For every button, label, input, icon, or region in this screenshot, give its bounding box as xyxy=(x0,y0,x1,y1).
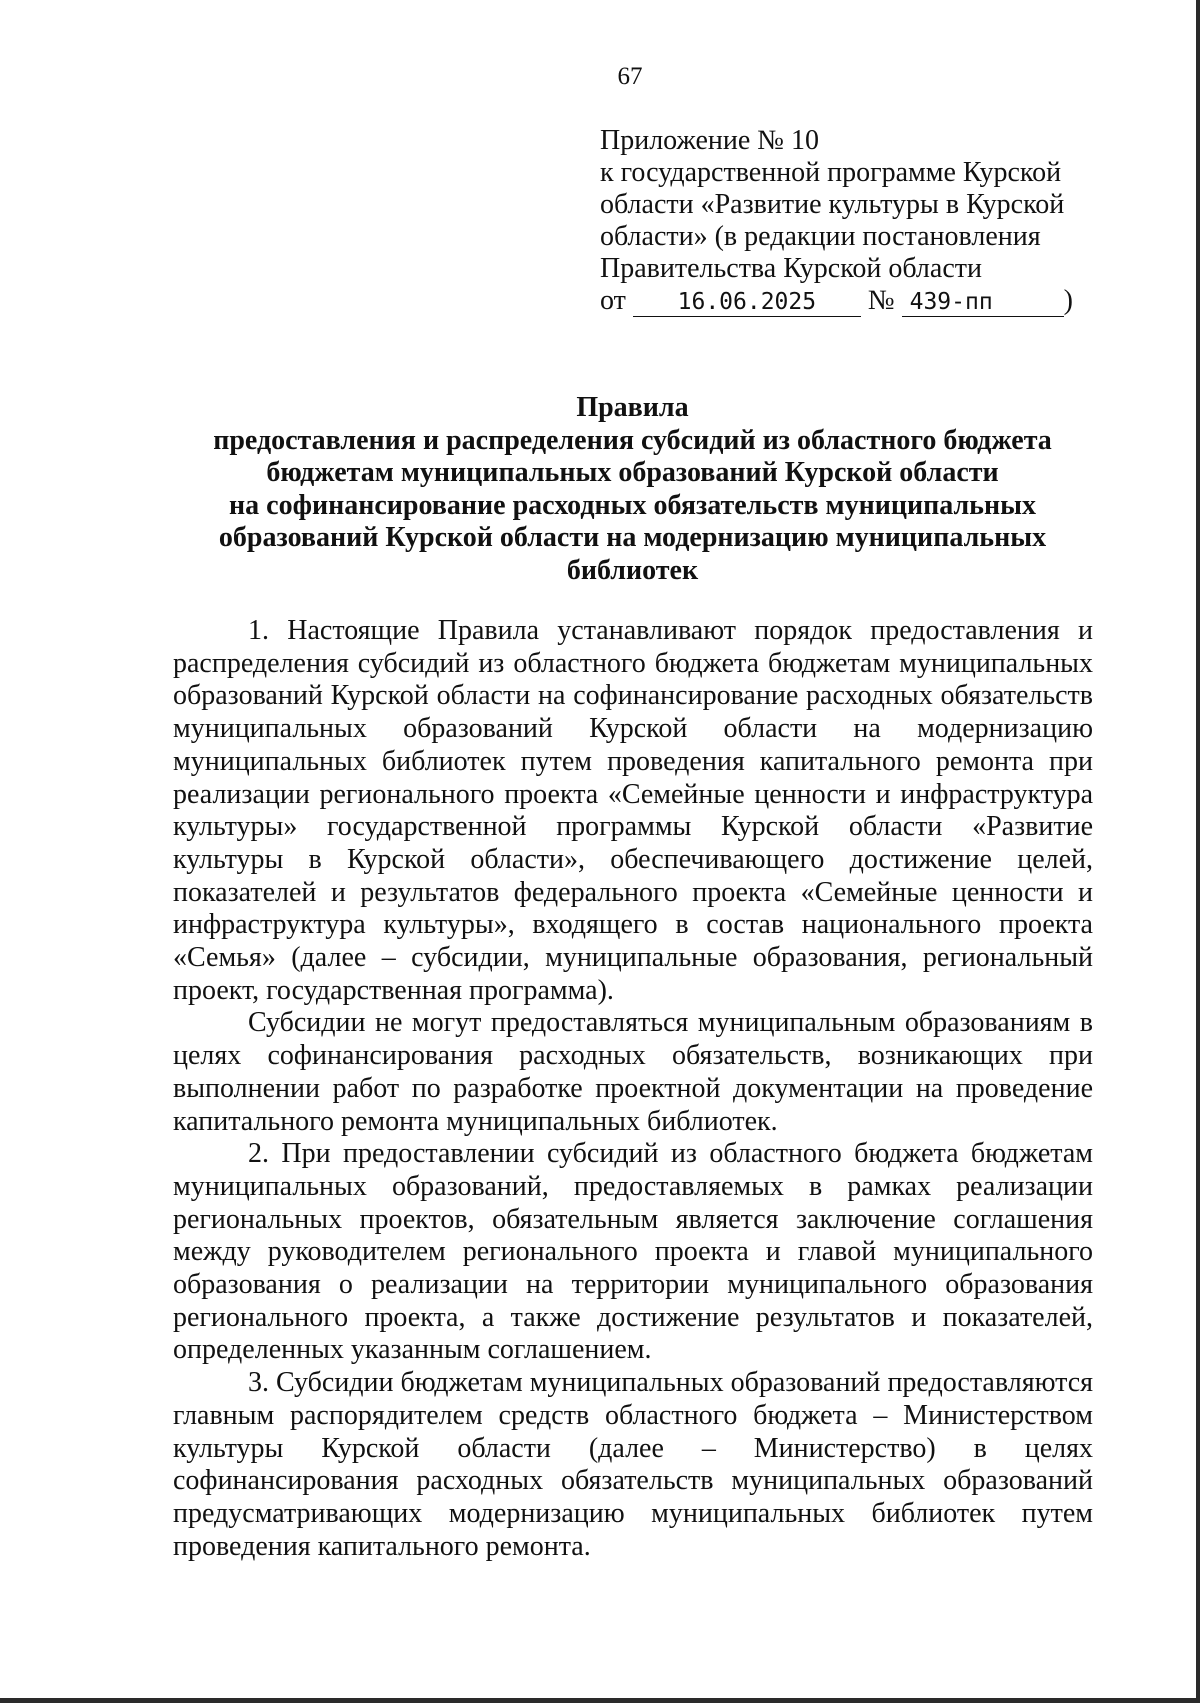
decree-date-line xyxy=(600,285,1100,317)
appendix-line: Правительства Курской области xyxy=(600,253,982,284)
document-body xyxy=(173,615,1093,1563)
appendix-line: области» (в редакции постановления xyxy=(600,221,1041,252)
scan-edge-right xyxy=(1196,0,1200,1703)
paragraph-3: 3. Субсидии бюджетам муниципальных образований предоставляются главным распорядителем средств областного бюджета – Министерством культуры Курской области (далее – Министерство) в целях софинансирования расходных обязательств муниципальных образований предусматривающих модернизацию муниципальных библиотек путем проведения капитального ремонта. xyxy=(173,1367,1093,1562)
document-title xyxy=(170,392,1095,587)
paragraph-2: 2. При предоставлении субсидий из областного бюджета бюджетам муниципальных образований, предоставляемых в рамках реализации региональных проектов, обязательным является заключение соглашения между руководителем регионального проекта и главой муниципального образования о реализации на территории муниципального образования регионального проекта, а также достижение результатов и показателей, определенных указанным соглашением. xyxy=(173,1138,1093,1366)
paragraph-1: 1. Настоящие Правила устанавливают порядок предоставления и распределения субсидий из областного бюджета бюджетам муниципальных образований Курской области на софинансирование расходных обязательств муниципальных образований Курской области на модернизацию муниципальных библиотек путем проведения капитального ремонта при реализации регионального проекта «Семейные ценности и инфраструктура культуры» государственной программы Курской области «Развитие культуры в Курской области», обеспечивающего достижение целей, показателей и результатов федерального проекта «Семейные ценности и инфраструктура культуры», входящего в состав национального проекта «Семья» (далее – субсидии, муниципальные образования, региональный проект, государственная программа). xyxy=(173,615,1093,1006)
title-line: бюджетам муниципальных образований Курской области xyxy=(266,457,999,488)
number-prefix: № xyxy=(867,285,895,316)
decree-number: 439-пп xyxy=(902,288,1064,317)
title-line: образований Курской области на модернизацию муниципальных xyxy=(218,522,1047,553)
title-line: Правила xyxy=(576,392,689,423)
title-line: на софинансирование расходных обязательств муниципальных xyxy=(229,489,1036,521)
appendix-header xyxy=(600,125,1100,317)
appendix-line: Приложение № 10 xyxy=(600,125,819,156)
paragraph-1-note: Субсидии не могут предоставляться муниципальным образованиям в целях софинансирования расходных обязательств, возникающих при выполнении работ по разработке проектной документации на проведение капитального ремонта муниципальных библиотек. xyxy=(173,1007,1093,1137)
scan-edge-bottom xyxy=(0,1698,1200,1703)
title-line: предоставления и распределения субсидий из областного бюджета xyxy=(213,424,1052,456)
page-number: 67 xyxy=(617,63,643,90)
appendix-line: к государственной программе Курской xyxy=(600,157,1062,188)
date-prefix: от xyxy=(600,285,626,316)
closing-paren: ) xyxy=(1063,285,1073,316)
appendix-line: области «Развитие культуры в Курской xyxy=(600,189,1065,220)
decree-date: 16.06.2025 xyxy=(633,288,861,317)
title-line: библиотек xyxy=(566,554,699,586)
